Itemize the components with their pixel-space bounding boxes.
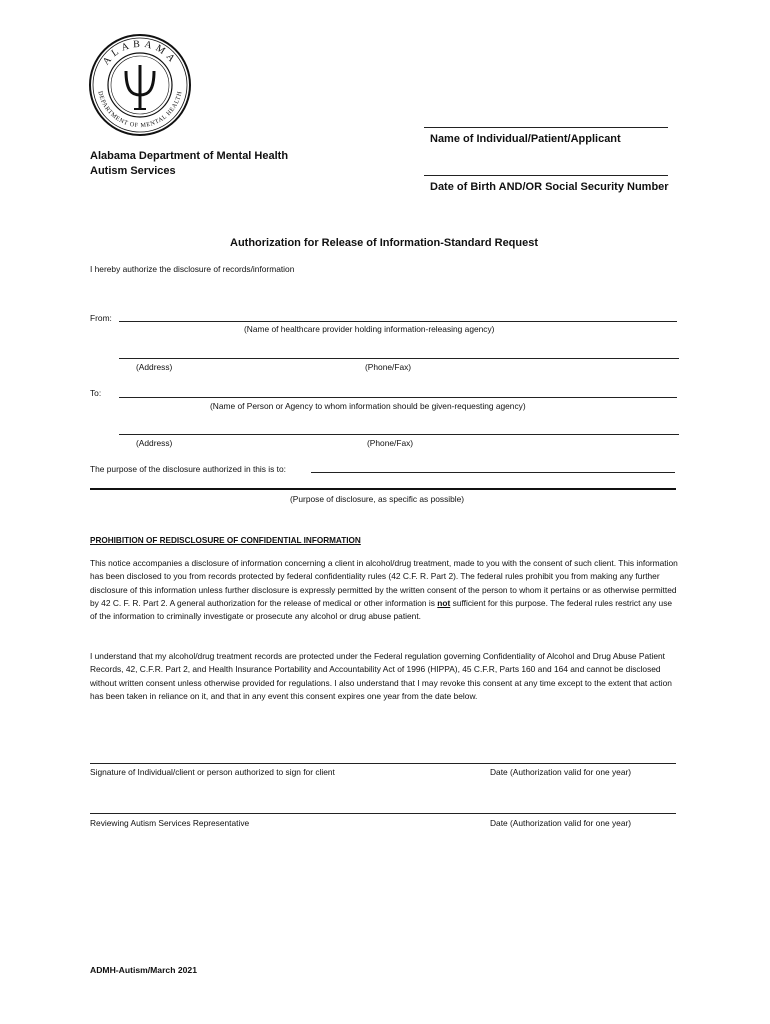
name-label: Name of Individual/Patient/Applicant: [430, 133, 621, 145]
intro-text: I hereby authorize the disclosure of records/information: [90, 264, 295, 274]
alabama-dmh-seal: [88, 33, 192, 137]
to-address-caption: (Address): [136, 438, 173, 448]
org-name: Alabama Department of Mental Health: [90, 150, 289, 162]
psi-symbol-icon: [126, 65, 154, 109]
dob-label: Date of Birth AND/OR Social Security Number: [430, 181, 669, 193]
svg-text:ALABAMA: ALABAMA: [100, 38, 180, 68]
purpose-line[interactable]: [311, 472, 675, 473]
prohibition-text-b: sufficient for this purpose. The federal rules restrict any use of the information to criminally investigate or prosecute any alcohol or drug abuse patient.: [90, 597, 673, 622]
client-date-label: Date (Authorization valid for one year): [490, 767, 632, 777]
client-signature-label: Signature of Individual/client or person authorized to sign for client: [90, 767, 335, 777]
form-id-footer: ADMH-Autism/March 2021: [90, 965, 197, 975]
from-provider-caption: (Name of healthcare provider holding information-releasing agency): [244, 324, 495, 334]
org-division: Autism Services: [90, 165, 176, 177]
dob-line[interactable]: [424, 175, 668, 176]
svg-text:DEPARTMENT OF MENTAL HEALTH: DEPARTMENT OF MENTAL HEALTH: [96, 90, 184, 130]
client-signature-line[interactable]: [90, 763, 676, 764]
prohibition-heading: PROHIBITION OF REDISCLOSURE OF CONFIDENTIAL INFORMATION: [90, 536, 361, 545]
to-label: To:: [90, 388, 102, 398]
rep-date-label: Date (Authorization valid for one year): [490, 818, 632, 828]
rep-signature-label: Reviewing Autism Services Representative: [90, 818, 250, 828]
from-label: From:: [90, 313, 112, 323]
to-recipient-caption: (Name of Person or Agency to whom information should be given-requesting agency): [210, 401, 526, 411]
purpose-line-2[interactable]: [90, 488, 676, 490]
from-address-line[interactable]: [119, 358, 679, 359]
emphasis-not: not: [437, 597, 451, 608]
to-address-line[interactable]: [119, 434, 679, 435]
prohibition-text-a: This notice accompanies a disclosure of information concerning a client in alcohol/drug treatment, made to you with the consent of such client. This information has been disclosed to you from records protected by federal confidentiality rules (42 C.F. R. Part 2). The federal rules prohibit you from making any further disclosure of this information unless further disclosure is expressly permitted by the written consent of the person to whom it pertains or as otherwise permitted by 42 C. F. R. Part 2. A general authorization for the release of medical or other information is: [90, 558, 678, 608]
purpose-caption: (Purpose of disclosure, as specific as possible): [290, 494, 465, 504]
consent-paragraph: I understand that my alcohol/drug treatment records are protected under the Federal regulation governing Confidentiality of Alcohol and Drug Abuse Patient Records, 42, C.F.R. Part 2, and Health Insurance Portability and Accountability Act of 1996 (HIPPA), 45 C.F.R, Parts 160 and 164 and cannot be disclosed without written consent unless otherwise provided for regulations. I also understand that I may revoke this consent at any time except to the extent that action has been taken in reliance on it, and that in any event this consent expires one year from the date below.: [90, 651, 672, 701]
rep-signature-line[interactable]: [90, 813, 676, 814]
name-line[interactable]: [424, 127, 668, 128]
to-phone-caption: (Phone/Fax): [367, 438, 414, 448]
prohibition-paragraph: [90, 557, 680, 623]
from-address-caption: (Address): [136, 362, 173, 372]
from-provider-line[interactable]: [119, 321, 677, 322]
document-title: Authorization for Release of Information-Standard Request: [230, 237, 539, 249]
purpose-label: The purpose of the disclosure authorized in this is to:: [90, 464, 286, 474]
from-phone-caption: (Phone/Fax): [365, 362, 412, 372]
to-recipient-line[interactable]: [119, 397, 677, 398]
